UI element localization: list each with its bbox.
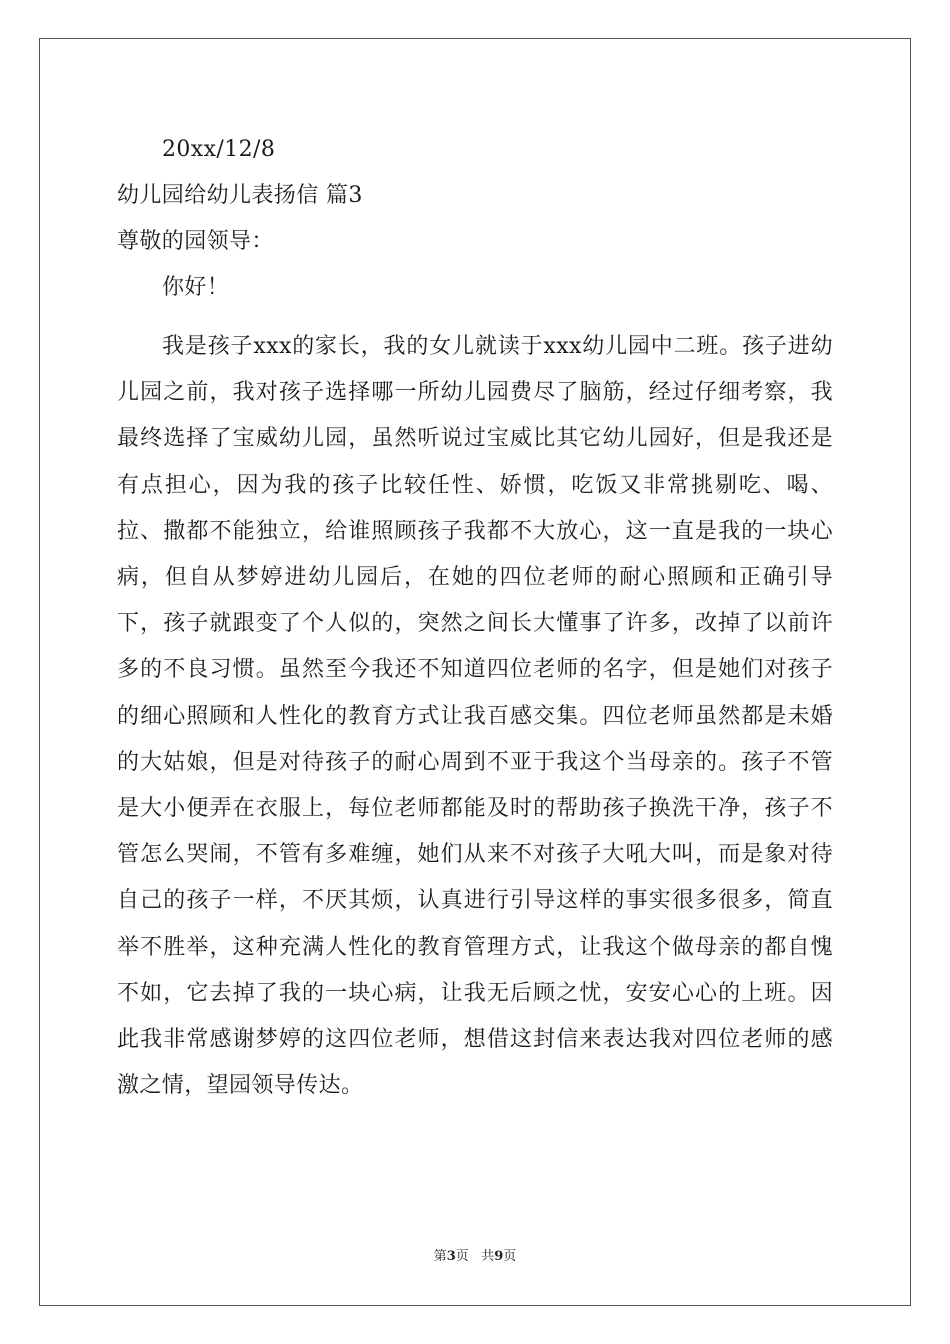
footer-total-prefix: 共 <box>481 1249 495 1264</box>
date-line: 20xx/12/8 <box>162 137 276 162</box>
greeting-line: 你好！ <box>162 275 230 300</box>
letter-body-paragraph: 我是孩子xxx的家长，我的女儿就读于xxx幼儿园中二班。孩子进幼儿园之前，我对孩子选择哪一所幼儿园费尽了脑筋，经过仔细考察，我最终选择了宝威幼儿园，虽然听说过宝威比其它幼儿园好，但是我还是有点担心，因为我的孩子比较任性、娇惯，吃饭又非常挑剔吃、喝、拉、撒都不能独立，给谁照顾孩子我都不大放心，这一直是我的一块心病，但自从梦婷进幼儿园后，在她的四位老师的耐心照顾和正确引导下，孩子就跟变了个人似的，突然之间长大懂事了许多，改掉了以前许多的不良习惯。虽然至今我还不知道四位老师的名字，但是她们对孩子的细心照顾和人性化的教育方式让我百感交集。四位老师虽然都是未婚的大姑娘，但是对待孩子的耐心周到不亚于我这个当母亲的。孩子不管是大小便弄在衣服上，每位老师都能及时的帮助孩子换洗干净，孩子不管怎么哭闹，不管有多难缠，她们从来不对孩子大吼大叫，而是象对待自己的孩子一样，不厌其烦，认真进行引导这样的事实很多很多，简直举不胜举，这种充满人性化的教育管理方式，让我这个做母亲的都自愧不如，它去掉了我的一块心病，让我无后顾之忧，安安心心的上班。因此我非常感谢梦婷的这四位老师，想借这封信来表达我对四位老师的感激之情，望园领导传达。 <box>117 334 833 1099</box>
letter-heading: 幼儿园给幼儿表扬信 篇3 <box>117 183 363 208</box>
footer-page-prefix: 第 <box>433 1249 447 1264</box>
salutation-line: 尊敬的园领导： <box>117 229 274 254</box>
page-footer <box>0 1245 950 1264</box>
footer-total-suffix: 页 <box>503 1249 517 1264</box>
letter-header <box>117 127 833 311</box>
footer-total-pages: 9 <box>494 1249 504 1264</box>
footer-page-suffix: 页 <box>455 1249 469 1264</box>
footer-page-number: 3 <box>446 1249 456 1264</box>
